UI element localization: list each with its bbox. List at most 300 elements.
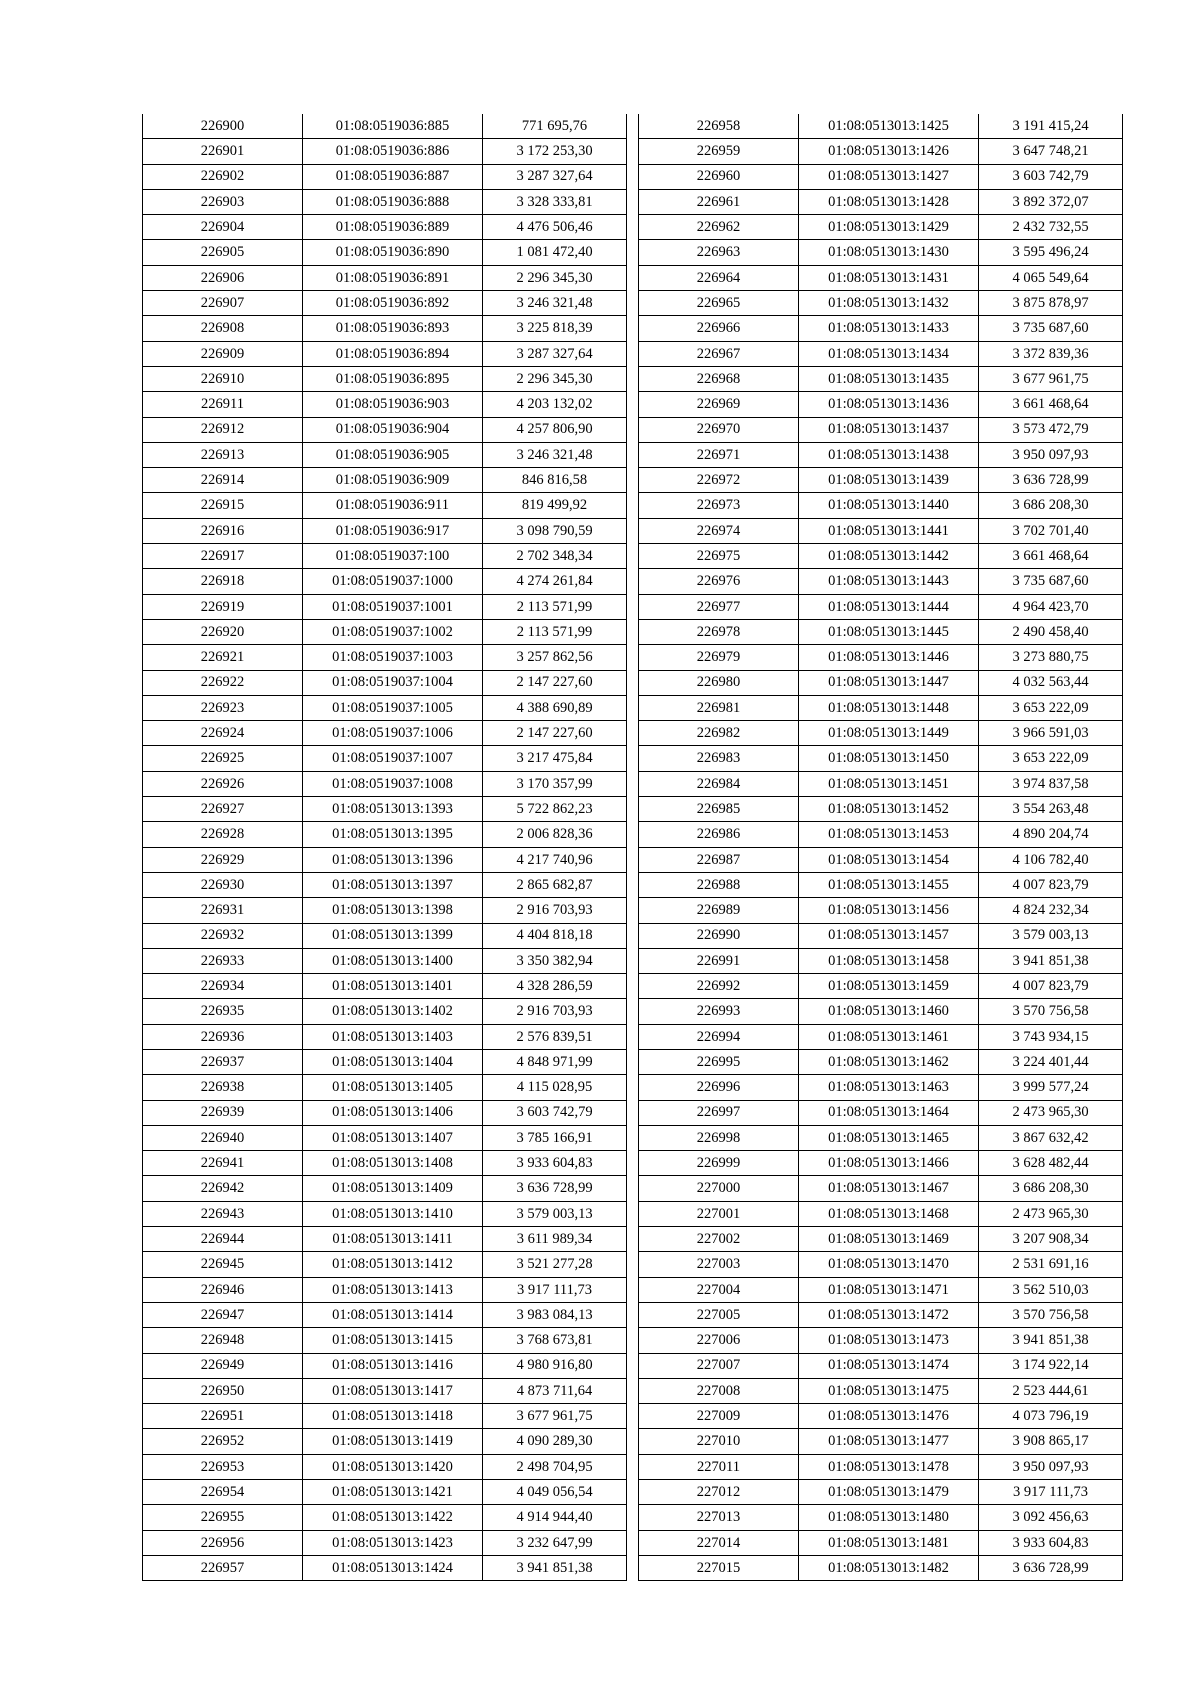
table-row — [143, 1075, 627, 1100]
table-row — [639, 645, 1123, 670]
value-cell: 3 628 482,44 — [979, 1151, 1123, 1176]
row-number-cell: 226920 — [143, 619, 303, 644]
value-cell: 3 273 880,75 — [979, 645, 1123, 670]
row-number-cell: 226974 — [639, 518, 799, 543]
row-number-cell: 226992 — [639, 974, 799, 999]
cadastral-number-cell: 01:08:0513013:1447 — [799, 670, 979, 695]
row-number-cell: 226969 — [639, 392, 799, 417]
table-row — [639, 139, 1123, 164]
row-number-cell: 226977 — [639, 594, 799, 619]
table-row — [143, 898, 627, 923]
row-number-cell: 227008 — [639, 1378, 799, 1403]
value-cell: 3 702 701,40 — [979, 518, 1123, 543]
cadastral-number-cell: 01:08:0519036:904 — [303, 417, 483, 442]
row-number-cell: 226900 — [143, 114, 303, 139]
row-number-cell: 226973 — [639, 493, 799, 518]
cadastral-number-cell: 01:08:0513013:1470 — [799, 1252, 979, 1277]
cadastral-number-cell: 01:08:0519037:1005 — [303, 695, 483, 720]
row-number-cell: 226910 — [143, 366, 303, 391]
table-row — [639, 569, 1123, 594]
cadastral-number-cell: 01:08:0519036:894 — [303, 341, 483, 366]
row-number-cell: 226949 — [143, 1353, 303, 1378]
value-cell: 3 875 878,97 — [979, 291, 1123, 316]
row-number-cell: 226911 — [143, 392, 303, 417]
cadastral-number-cell: 01:08:0513013:1434 — [799, 341, 979, 366]
value-cell: 3 225 818,39 — [483, 316, 627, 341]
row-number-cell: 226901 — [143, 139, 303, 164]
table-row — [639, 442, 1123, 467]
cadastral-number-cell: 01:08:0513013:1420 — [303, 1454, 483, 1479]
value-cell: 4 964 423,70 — [979, 594, 1123, 619]
cadastral-number-cell: 01:08:0513013:1399 — [303, 923, 483, 948]
row-number-cell: 226938 — [143, 1075, 303, 1100]
row-number-cell: 227000 — [639, 1176, 799, 1201]
row-number-cell: 226975 — [639, 544, 799, 569]
cadastral-number-cell: 01:08:0513013:1408 — [303, 1151, 483, 1176]
value-cell: 2 147 227,60 — [483, 721, 627, 746]
value-cell: 3 579 003,13 — [483, 1201, 627, 1226]
table-row — [143, 1353, 627, 1378]
row-number-cell: 226934 — [143, 974, 303, 999]
cadastral-number-cell: 01:08:0513013:1431 — [799, 265, 979, 290]
row-number-cell: 226945 — [143, 1252, 303, 1277]
value-cell: 2 473 965,30 — [979, 1100, 1123, 1125]
cadastral-number-cell: 01:08:0513013:1427 — [799, 164, 979, 189]
value-cell: 3 867 632,42 — [979, 1125, 1123, 1150]
cadastral-number-cell: 01:08:0513013:1405 — [303, 1075, 483, 1100]
row-number-cell: 227006 — [639, 1328, 799, 1353]
value-cell: 3 246 321,48 — [483, 291, 627, 316]
value-cell: 3 677 961,75 — [483, 1404, 627, 1429]
value-cell: 2 531 691,16 — [979, 1252, 1123, 1277]
row-number-cell: 226960 — [639, 164, 799, 189]
value-cell: 3 950 097,93 — [979, 442, 1123, 467]
cadastral-number-cell: 01:08:0513013:1448 — [799, 695, 979, 720]
table-row — [639, 872, 1123, 897]
table-row — [639, 797, 1123, 822]
row-number-cell: 226972 — [639, 468, 799, 493]
row-number-cell: 226905 — [143, 240, 303, 265]
value-cell: 3 908 865,17 — [979, 1429, 1123, 1454]
table-row — [143, 114, 627, 139]
row-number-cell: 226914 — [143, 468, 303, 493]
table-row — [143, 291, 627, 316]
value-cell: 3 207 908,34 — [979, 1227, 1123, 1252]
value-cell: 3 611 989,34 — [483, 1227, 627, 1252]
row-number-cell: 226991 — [639, 948, 799, 973]
table-row — [143, 518, 627, 543]
value-cell: 4 328 286,59 — [483, 974, 627, 999]
value-cell: 3 966 591,03 — [979, 721, 1123, 746]
value-cell: 3 917 111,73 — [979, 1480, 1123, 1505]
value-cell: 2 432 732,55 — [979, 215, 1123, 240]
value-cell: 4 115 028,95 — [483, 1075, 627, 1100]
table-row — [639, 1151, 1123, 1176]
row-number-cell: 226939 — [143, 1100, 303, 1125]
row-number-cell: 226919 — [143, 594, 303, 619]
table-row — [639, 1227, 1123, 1252]
cadastral-number-cell: 01:08:0519037:1002 — [303, 619, 483, 644]
row-number-cell: 226922 — [143, 670, 303, 695]
table-row — [143, 1454, 627, 1479]
cadastral-number-cell: 01:08:0513013:1442 — [799, 544, 979, 569]
table-row — [639, 898, 1123, 923]
table-row — [639, 847, 1123, 872]
row-number-cell: 226918 — [143, 569, 303, 594]
row-number-cell: 226995 — [639, 1049, 799, 1074]
value-cell: 3 246 321,48 — [483, 442, 627, 467]
cadastral-number-cell: 01:08:0519036:889 — [303, 215, 483, 240]
row-number-cell: 226955 — [143, 1505, 303, 1530]
row-number-cell: 226982 — [639, 721, 799, 746]
table-row — [143, 771, 627, 796]
value-cell: 3 661 468,64 — [979, 392, 1123, 417]
table-row — [143, 797, 627, 822]
row-number-cell: 226979 — [639, 645, 799, 670]
table-row — [639, 721, 1123, 746]
value-cell: 2 916 703,93 — [483, 898, 627, 923]
table-row — [143, 1530, 627, 1555]
value-cell: 3 892 372,07 — [979, 189, 1123, 214]
row-number-cell: 226951 — [143, 1404, 303, 1429]
value-cell: 846 816,58 — [483, 468, 627, 493]
row-number-cell: 226924 — [143, 721, 303, 746]
value-cell: 3 603 742,79 — [979, 164, 1123, 189]
table-row — [639, 822, 1123, 847]
cadastral-number-cell: 01:08:0513013:1406 — [303, 1100, 483, 1125]
table-row — [639, 619, 1123, 644]
value-cell: 2 473 965,30 — [979, 1201, 1123, 1226]
value-cell: 2 576 839,51 — [483, 1024, 627, 1049]
value-cell: 3 232 647,99 — [483, 1530, 627, 1555]
row-number-cell: 226961 — [639, 189, 799, 214]
value-cell: 3 562 510,03 — [979, 1277, 1123, 1302]
cadastral-number-cell: 01:08:0513013:1393 — [303, 797, 483, 822]
table-row — [639, 948, 1123, 973]
table-row — [639, 240, 1123, 265]
cadastral-number-cell: 01:08:0519036:891 — [303, 265, 483, 290]
table-row — [639, 1201, 1123, 1226]
row-number-cell: 226927 — [143, 797, 303, 822]
table-row — [639, 114, 1123, 139]
row-number-cell: 226947 — [143, 1302, 303, 1327]
cadastral-number-cell: 01:08:0513013:1452 — [799, 797, 979, 822]
cadastral-number-cell: 01:08:0513013:1468 — [799, 1201, 979, 1226]
row-number-cell: 226953 — [143, 1454, 303, 1479]
cadastral-number-cell: 01:08:0513013:1453 — [799, 822, 979, 847]
value-cell: 3 350 382,94 — [483, 948, 627, 973]
table-row — [143, 974, 627, 999]
table-row — [639, 164, 1123, 189]
row-number-cell: 226946 — [143, 1277, 303, 1302]
cadastral-number-cell: 01:08:0513013:1403 — [303, 1024, 483, 1049]
row-number-cell: 226933 — [143, 948, 303, 973]
row-number-cell: 226948 — [143, 1328, 303, 1353]
cadastral-number-cell: 01:08:0513013:1402 — [303, 999, 483, 1024]
table-row — [143, 822, 627, 847]
value-cell: 3 257 862,56 — [483, 645, 627, 670]
table-row — [639, 1024, 1123, 1049]
cadastral-number-cell: 01:08:0513013:1398 — [303, 898, 483, 923]
row-number-cell: 226936 — [143, 1024, 303, 1049]
row-number-cell: 226988 — [639, 872, 799, 897]
table-row — [143, 1328, 627, 1353]
value-cell: 819 499,92 — [483, 493, 627, 518]
cadastral-number-cell: 01:08:0513013:1445 — [799, 619, 979, 644]
table-row — [639, 695, 1123, 720]
value-cell: 4 848 971,99 — [483, 1049, 627, 1074]
value-cell: 3 174 922,14 — [979, 1353, 1123, 1378]
value-cell: 3 636 728,99 — [979, 1555, 1123, 1580]
value-cell: 3 950 097,93 — [979, 1454, 1123, 1479]
value-cell: 3 768 673,81 — [483, 1328, 627, 1353]
cadastral-number-cell: 01:08:0513013:1410 — [303, 1201, 483, 1226]
row-number-cell: 226921 — [143, 645, 303, 670]
value-cell: 3 941 851,38 — [979, 1328, 1123, 1353]
cadastral-number-cell: 01:08:0513013:1474 — [799, 1353, 979, 1378]
cadastral-number-cell: 01:08:0513013:1409 — [303, 1176, 483, 1201]
table-row — [639, 746, 1123, 771]
row-number-cell: 226983 — [639, 746, 799, 771]
value-cell: 3 554 263,48 — [979, 797, 1123, 822]
cadastral-number-cell: 01:08:0513013:1407 — [303, 1125, 483, 1150]
cadastral-number-cell: 01:08:0513013:1430 — [799, 240, 979, 265]
cadastral-number-cell: 01:08:0513013:1416 — [303, 1353, 483, 1378]
cadastral-number-cell: 01:08:0513013:1461 — [799, 1024, 979, 1049]
cadastral-number-cell: 01:08:0519036:903 — [303, 392, 483, 417]
left-table — [142, 114, 627, 1581]
cadastral-number-cell: 01:08:0513013:1460 — [799, 999, 979, 1024]
row-number-cell: 226930 — [143, 872, 303, 897]
table-row — [143, 189, 627, 214]
table-row — [143, 1555, 627, 1580]
table-row — [639, 670, 1123, 695]
value-cell: 4 873 711,64 — [483, 1378, 627, 1403]
cadastral-number-cell: 01:08:0513013:1428 — [799, 189, 979, 214]
cadastral-number-cell: 01:08:0513013:1432 — [799, 291, 979, 316]
cadastral-number-cell: 01:08:0519036:892 — [303, 291, 483, 316]
row-number-cell: 227013 — [639, 1505, 799, 1530]
row-number-cell: 226976 — [639, 569, 799, 594]
value-cell: 2 296 345,30 — [483, 366, 627, 391]
value-cell: 4 065 549,64 — [979, 265, 1123, 290]
value-cell: 3 743 934,15 — [979, 1024, 1123, 1049]
cadastral-number-cell: 01:08:0513013:1482 — [799, 1555, 979, 1580]
table-row — [143, 1049, 627, 1074]
row-number-cell: 226925 — [143, 746, 303, 771]
cadastral-number-cell: 01:08:0513013:1459 — [799, 974, 979, 999]
table-row — [143, 1100, 627, 1125]
value-cell: 2 490 458,40 — [979, 619, 1123, 644]
table-row — [143, 923, 627, 948]
cadastral-number-cell: 01:08:0513013:1396 — [303, 847, 483, 872]
cadastral-number-cell: 01:08:0519036:887 — [303, 164, 483, 189]
value-cell: 2 523 444,61 — [979, 1378, 1123, 1403]
cadastral-number-cell: 01:08:0513013:1404 — [303, 1049, 483, 1074]
table-row — [639, 1454, 1123, 1479]
value-cell: 4 049 056,54 — [483, 1480, 627, 1505]
cadastral-number-cell: 01:08:0513013:1400 — [303, 948, 483, 973]
cadastral-number-cell: 01:08:0513013:1426 — [799, 139, 979, 164]
cadastral-number-cell: 01:08:0513013:1397 — [303, 872, 483, 897]
table-row — [639, 1302, 1123, 1327]
cadastral-number-cell: 01:08:0513013:1429 — [799, 215, 979, 240]
row-number-cell: 226990 — [639, 923, 799, 948]
row-number-cell: 226980 — [639, 670, 799, 695]
table-row — [639, 1049, 1123, 1074]
left-table-body — [143, 114, 627, 1581]
table-row — [143, 721, 627, 746]
value-cell: 4 073 796,19 — [979, 1404, 1123, 1429]
table-row — [143, 746, 627, 771]
table-row — [639, 493, 1123, 518]
cadastral-number-cell: 01:08:0513013:1418 — [303, 1404, 483, 1429]
row-number-cell: 226907 — [143, 291, 303, 316]
row-number-cell: 226916 — [143, 518, 303, 543]
cadastral-number-cell: 01:08:0513013:1458 — [799, 948, 979, 973]
cadastral-number-cell: 01:08:0513013:1437 — [799, 417, 979, 442]
value-cell: 3 224 401,44 — [979, 1049, 1123, 1074]
value-cell: 4 217 740,96 — [483, 847, 627, 872]
value-cell: 3 933 604,83 — [483, 1151, 627, 1176]
value-cell: 4 007 823,79 — [979, 872, 1123, 897]
value-cell: 1 081 472,40 — [483, 240, 627, 265]
table-row — [143, 999, 627, 1024]
table-row — [143, 847, 627, 872]
table-row — [143, 1277, 627, 1302]
value-cell: 2 113 571,99 — [483, 594, 627, 619]
cadastral-number-cell: 01:08:0513013:1443 — [799, 569, 979, 594]
table-row — [143, 569, 627, 594]
value-cell: 3 287 327,64 — [483, 341, 627, 366]
cadastral-number-cell: 01:08:0513013:1438 — [799, 442, 979, 467]
cadastral-number-cell: 01:08:0513013:1467 — [799, 1176, 979, 1201]
value-cell: 3 603 742,79 — [483, 1100, 627, 1125]
table-row — [639, 1378, 1123, 1403]
row-number-cell: 226994 — [639, 1024, 799, 1049]
cadastral-number-cell: 01:08:0513013:1463 — [799, 1075, 979, 1100]
table-row — [639, 594, 1123, 619]
cadastral-number-cell: 01:08:0513013:1423 — [303, 1530, 483, 1555]
row-number-cell: 226967 — [639, 341, 799, 366]
value-cell: 4 824 232,34 — [979, 898, 1123, 923]
cadastral-number-cell: 01:08:0519036:888 — [303, 189, 483, 214]
value-cell: 3 735 687,60 — [979, 316, 1123, 341]
table-row — [143, 493, 627, 518]
table-row — [143, 417, 627, 442]
value-cell: 4 404 818,18 — [483, 923, 627, 948]
table-row — [639, 1555, 1123, 1580]
value-cell: 4 476 506,46 — [483, 215, 627, 240]
cadastral-number-cell: 01:08:0513013:1421 — [303, 1480, 483, 1505]
row-number-cell: 227010 — [639, 1429, 799, 1454]
table-row — [639, 923, 1123, 948]
cadastral-number-cell: 01:08:0519037:1001 — [303, 594, 483, 619]
row-number-cell: 226984 — [639, 771, 799, 796]
row-number-cell: 226966 — [639, 316, 799, 341]
cadastral-number-cell: 01:08:0513013:1476 — [799, 1404, 979, 1429]
row-number-cell: 226981 — [639, 695, 799, 720]
value-cell: 3 653 222,09 — [979, 695, 1123, 720]
cadastral-number-cell: 01:08:0513013:1424 — [303, 1555, 483, 1580]
value-cell: 3 735 687,60 — [979, 569, 1123, 594]
table-row — [639, 1252, 1123, 1277]
cadastral-number-cell: 01:08:0513013:1464 — [799, 1100, 979, 1125]
cadastral-number-cell: 01:08:0513013:1395 — [303, 822, 483, 847]
cadastral-number-cell: 01:08:0519037:1008 — [303, 771, 483, 796]
row-number-cell: 226943 — [143, 1201, 303, 1226]
cadastral-number-cell: 01:08:0519037:100 — [303, 544, 483, 569]
cadastral-number-cell: 01:08:0513013:1456 — [799, 898, 979, 923]
value-cell: 3 636 728,99 — [483, 1176, 627, 1201]
value-cell: 4 007 823,79 — [979, 974, 1123, 999]
row-number-cell: 226915 — [143, 493, 303, 518]
cadastral-number-cell: 01:08:0519036:895 — [303, 366, 483, 391]
cadastral-number-cell: 01:08:0513013:1433 — [799, 316, 979, 341]
cadastral-number-cell: 01:08:0513013:1451 — [799, 771, 979, 796]
row-number-cell: 226917 — [143, 544, 303, 569]
row-number-cell: 227015 — [639, 1555, 799, 1580]
cadastral-number-cell: 01:08:0513013:1419 — [303, 1429, 483, 1454]
value-cell: 3 287 327,64 — [483, 164, 627, 189]
cadastral-number-cell: 01:08:0513013:1444 — [799, 594, 979, 619]
table-row — [143, 366, 627, 391]
table-row — [143, 1227, 627, 1252]
table-row — [143, 645, 627, 670]
value-cell: 771 695,76 — [483, 114, 627, 139]
cadastral-number-cell: 01:08:0519036:905 — [303, 442, 483, 467]
value-cell: 4 274 261,84 — [483, 569, 627, 594]
table-row — [143, 872, 627, 897]
row-number-cell: 226942 — [143, 1176, 303, 1201]
cadastral-number-cell: 01:08:0513013:1472 — [799, 1302, 979, 1327]
row-number-cell: 226950 — [143, 1378, 303, 1403]
row-number-cell: 226912 — [143, 417, 303, 442]
value-cell: 3 999 577,24 — [979, 1075, 1123, 1100]
cadastral-number-cell: 01:08:0513013:1414 — [303, 1302, 483, 1327]
value-cell: 4 980 916,80 — [483, 1353, 627, 1378]
row-number-cell: 226913 — [143, 442, 303, 467]
table-row — [143, 1480, 627, 1505]
cadastral-number-cell: 01:08:0513013:1471 — [799, 1277, 979, 1302]
table-row — [143, 1151, 627, 1176]
table-row — [143, 1024, 627, 1049]
value-cell: 3 785 166,91 — [483, 1125, 627, 1150]
row-number-cell: 226987 — [639, 847, 799, 872]
cadastral-number-cell: 01:08:0513013:1435 — [799, 366, 979, 391]
table-row — [143, 695, 627, 720]
table-row — [143, 594, 627, 619]
table-row — [639, 265, 1123, 290]
cadastral-number-cell: 01:08:0519036:890 — [303, 240, 483, 265]
value-cell: 3 092 456,63 — [979, 1505, 1123, 1530]
table-row — [639, 291, 1123, 316]
row-number-cell: 226937 — [143, 1049, 303, 1074]
table-row — [639, 1277, 1123, 1302]
table-row — [639, 1429, 1123, 1454]
cadastral-number-cell: 01:08:0513013:1478 — [799, 1454, 979, 1479]
value-cell: 3 686 208,30 — [979, 493, 1123, 518]
table-row — [639, 1505, 1123, 1530]
cadastral-number-cell: 01:08:0513013:1412 — [303, 1252, 483, 1277]
table-row — [639, 518, 1123, 543]
cadastral-number-cell: 01:08:0513013:1401 — [303, 974, 483, 999]
row-number-cell: 226963 — [639, 240, 799, 265]
value-cell: 2 865 682,87 — [483, 872, 627, 897]
table-row — [143, 265, 627, 290]
value-cell: 4 106 782,40 — [979, 847, 1123, 872]
cadastral-number-cell: 01:08:0519036:909 — [303, 468, 483, 493]
